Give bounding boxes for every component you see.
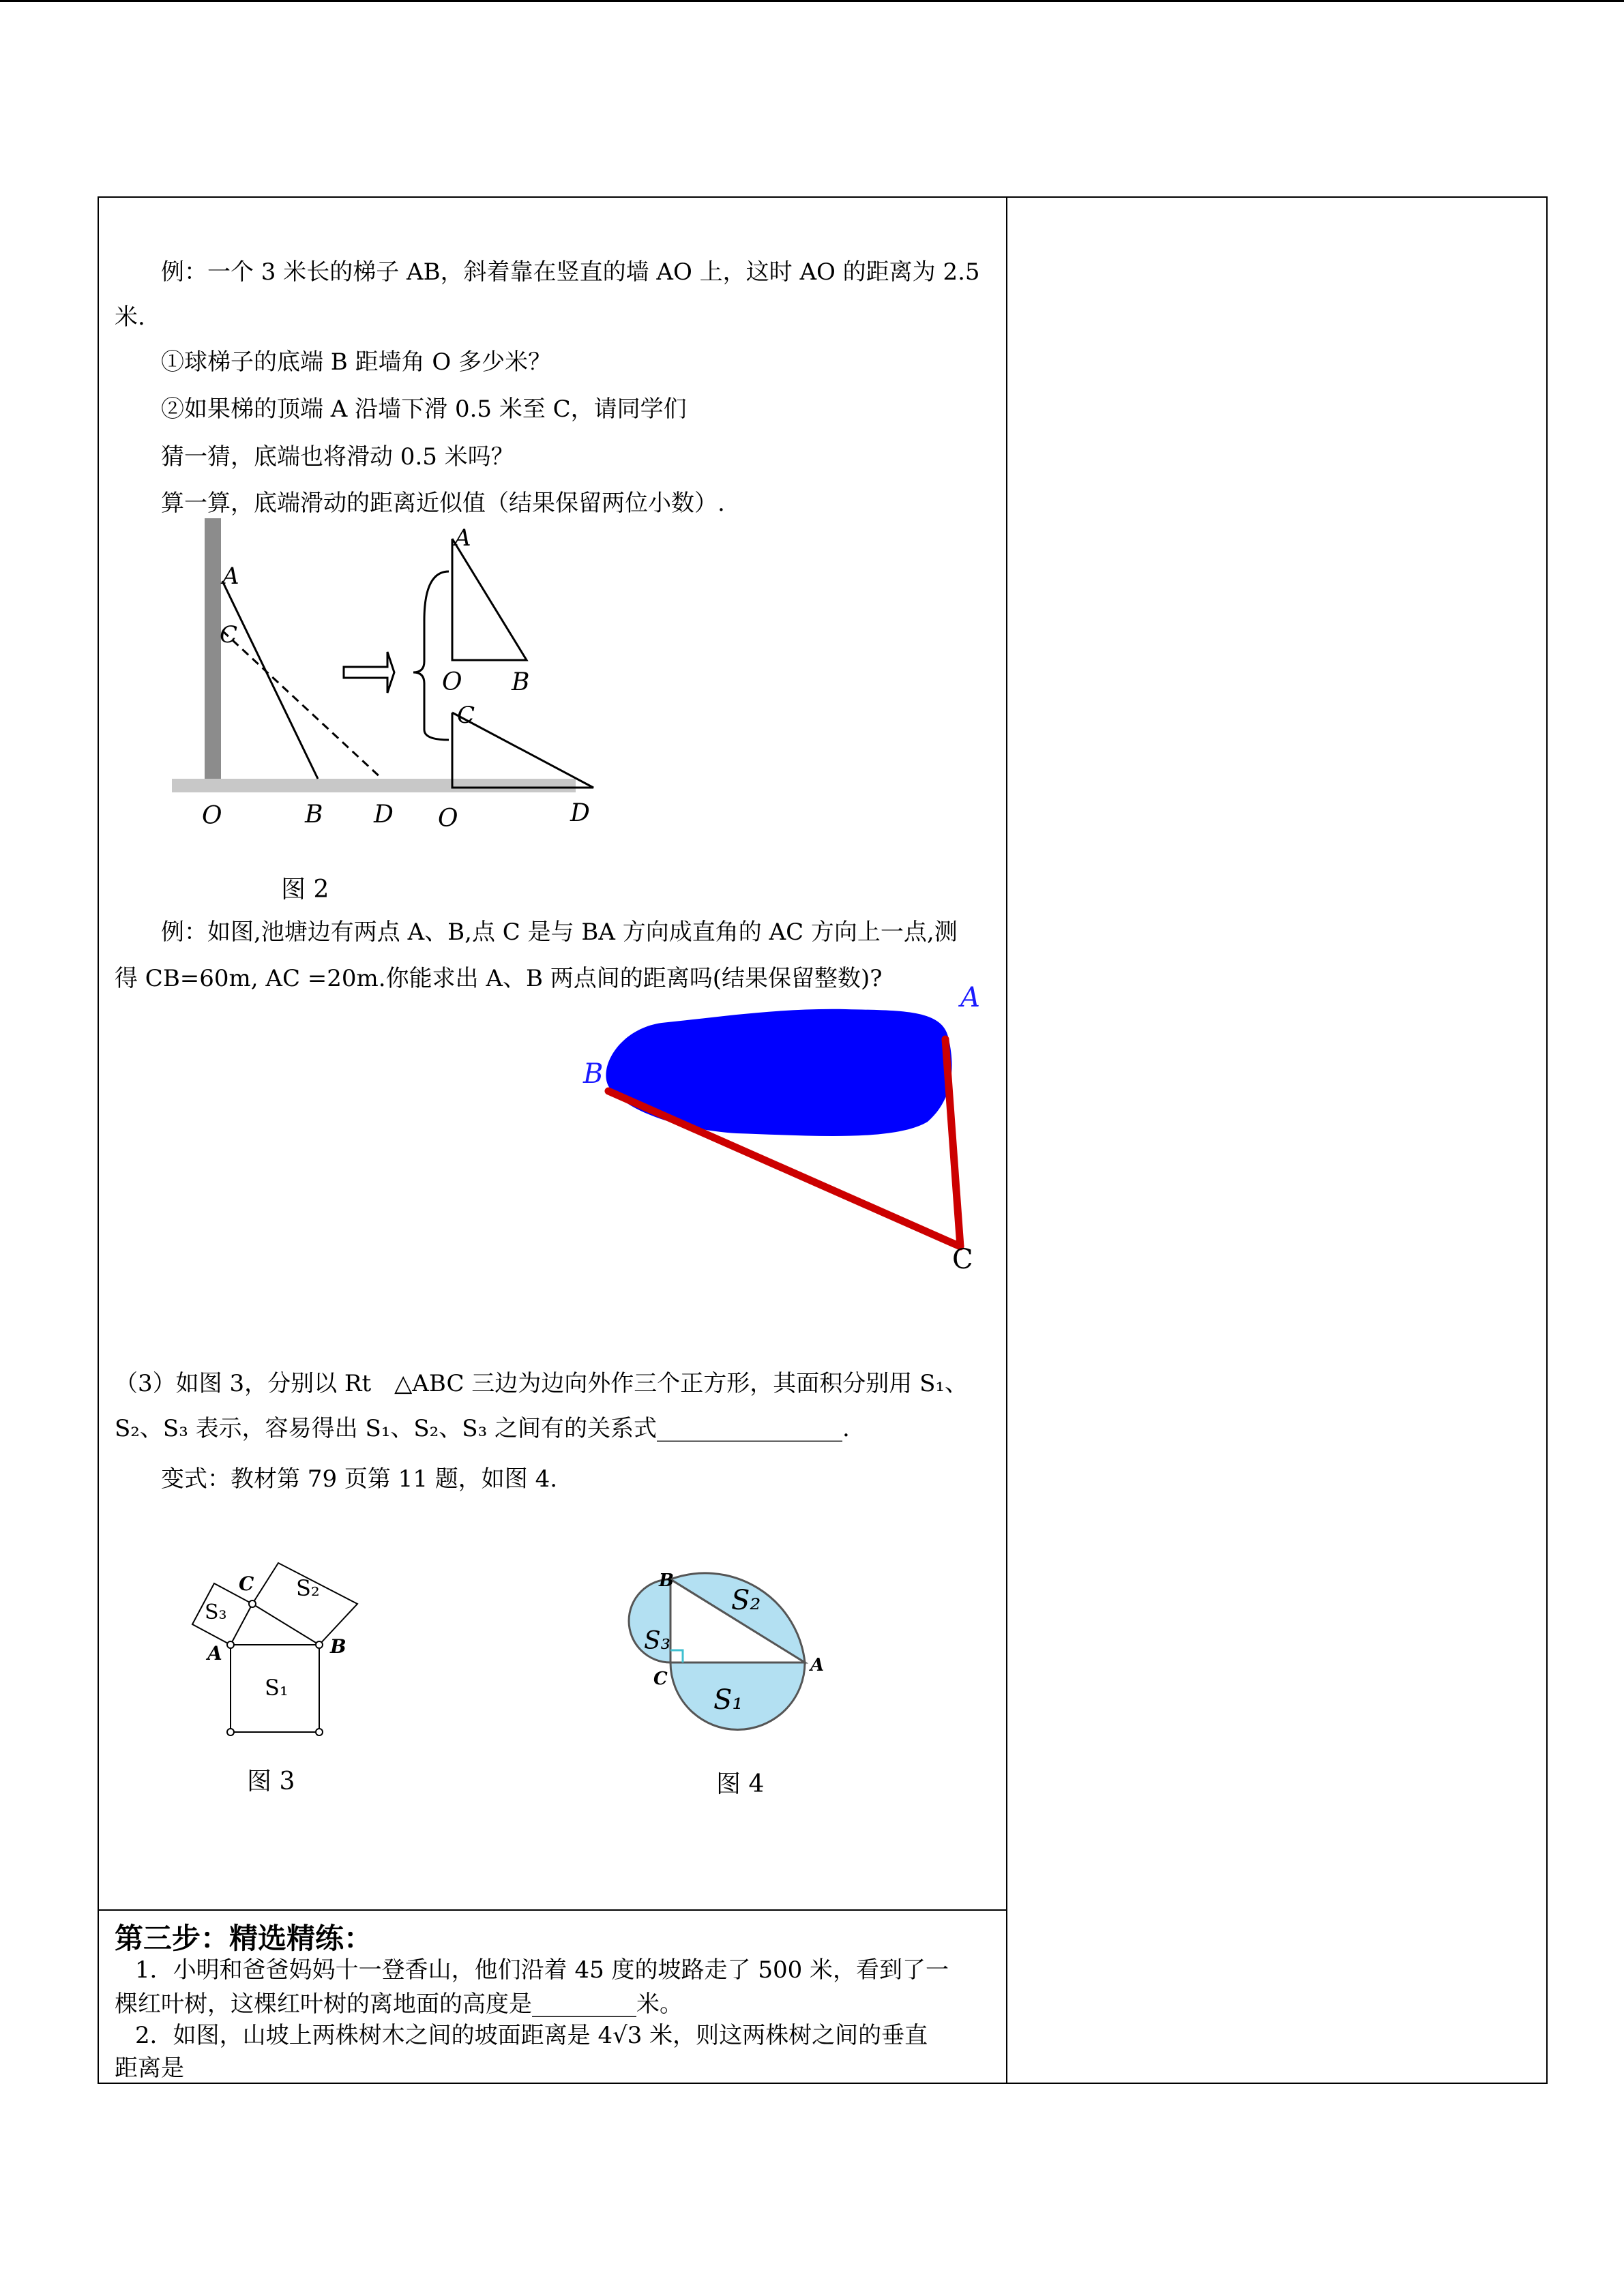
example2-line1: 例：如图,池塘边有两点 A、B,点 C 是与 BA 方向成直角的 AC 方向上一点,测: [161, 919, 958, 946]
label-c: C: [220, 621, 238, 648]
fig4-label-b: B: [659, 1570, 674, 1591]
tri1-label-a: A: [454, 524, 471, 552]
figure-2: [157, 518, 607, 839]
ladder-ab: [222, 581, 318, 779]
pond-figure: [573, 982, 996, 1282]
fig4-label-s2: S₂: [731, 1585, 761, 1616]
tri2-label-o: O: [438, 805, 458, 833]
example1-line2: 米.: [115, 303, 145, 331]
label-a: A: [222, 563, 239, 590]
part3-variant: 变式：教材第 79 页第 11 题，如图 4.: [161, 1465, 558, 1493]
ground: [172, 779, 576, 792]
fig3-label-s2: S₂: [296, 1575, 320, 1601]
part3-line1: （3）如图 3，分别以 Rt △ABC 三边为边向外作三个正方形，其面积分别用 S₁、: [115, 1370, 969, 1397]
step3-title: 第三步：精选精练：: [115, 1922, 373, 1955]
triangle-aob: [452, 539, 527, 660]
fig3-label-s1: S₁: [265, 1675, 289, 1701]
segment-ac: [945, 1039, 960, 1247]
top-rule: [0, 0, 1624, 2]
pond-label-c: C: [952, 1244, 973, 1275]
vertex-c: [249, 1600, 256, 1607]
problem1-line2: 棵红叶树，这棵红叶树的离地面的高度是_________米。: [115, 1991, 683, 2018]
example1-question1: ①球梯子的底端 B 距墙角 O 多少米？: [161, 348, 552, 376]
arrow-icon: [344, 652, 394, 693]
figure-3-caption: 图 3: [247, 1768, 295, 1795]
figure-4-caption: 图 4: [716, 1770, 765, 1798]
problem1-line1: 1．小明和爸爸妈妈十一登香山，他们沿着 45 度的坡路走了 500 米，看到了一: [135, 1956, 949, 1984]
row-divider: [98, 1909, 1007, 1911]
vertex-a: [227, 1641, 234, 1648]
vertex-b: [316, 1641, 323, 1648]
fig3-label-a: A: [207, 1642, 222, 1665]
fig4-label-s3: S₃: [644, 1627, 671, 1655]
example1-question3: 猜一猜，底端也将滑动 0.5 米吗？: [161, 443, 514, 471]
fig3-label-c: C: [239, 1572, 254, 1595]
figure-4: [614, 1527, 859, 1759]
vertex-e: [316, 1729, 323, 1735]
column-divider: [1006, 196, 1007, 2084]
pond: [606, 1009, 951, 1136]
example1-line1: 例：一个 3 米长的梯子 AB，斜着靠在竖直的墙 AO 上，这时 AO 的距离为 2.5: [161, 258, 980, 286]
fig3-label-s3: S₃: [205, 1600, 227, 1624]
figure-2-caption: 图 2: [281, 876, 329, 904]
pond-label-a: A: [960, 982, 980, 1013]
problem2-line1: 2．如图，山坡上两株树木之间的坡面距离是 4√3 米，则这两株树之间的垂直: [135, 2022, 928, 2049]
fig4-label-s1: S₁: [713, 1684, 743, 1716]
tri2-label-d: D: [570, 799, 590, 827]
example1-question2: ②如果梯的顶端 A 沿墙下滑 0.5 米至 C，请同学们: [161, 396, 687, 423]
brace-icon: [413, 571, 449, 740]
vertex-d: [227, 1729, 234, 1735]
tri2-label-c: C: [457, 702, 475, 729]
fig4-label-c: C: [653, 1669, 668, 1689]
label-d: D: [374, 801, 394, 829]
label-b: B: [305, 801, 323, 829]
part3-line2: S₂、S₃ 表示，容易得出 S₁、S₂、S₃ 之间有的关系式________________.: [115, 1415, 850, 1442]
pond-label-b: B: [583, 1058, 604, 1090]
problem2-line2: 距离是: [115, 2055, 184, 2082]
example1-question4: 算一算，底端滑动的距离近似值（结果保留两位小数）.: [161, 490, 725, 517]
ladder-cd: [222, 631, 382, 779]
fig4-label-a: A: [810, 1655, 825, 1675]
tri1-label-b: B: [512, 668, 530, 696]
tri1-label-o: O: [442, 668, 462, 696]
example2-line2: 得 CB=60m, AC =20m.你能求出 A、B 两点间的距离吗(结果保留整数)?: [115, 965, 883, 992]
label-o: O: [202, 802, 222, 830]
fig3-label-b: B: [330, 1635, 346, 1658]
figure-3: [184, 1527, 375, 1746]
wall: [205, 518, 221, 779]
